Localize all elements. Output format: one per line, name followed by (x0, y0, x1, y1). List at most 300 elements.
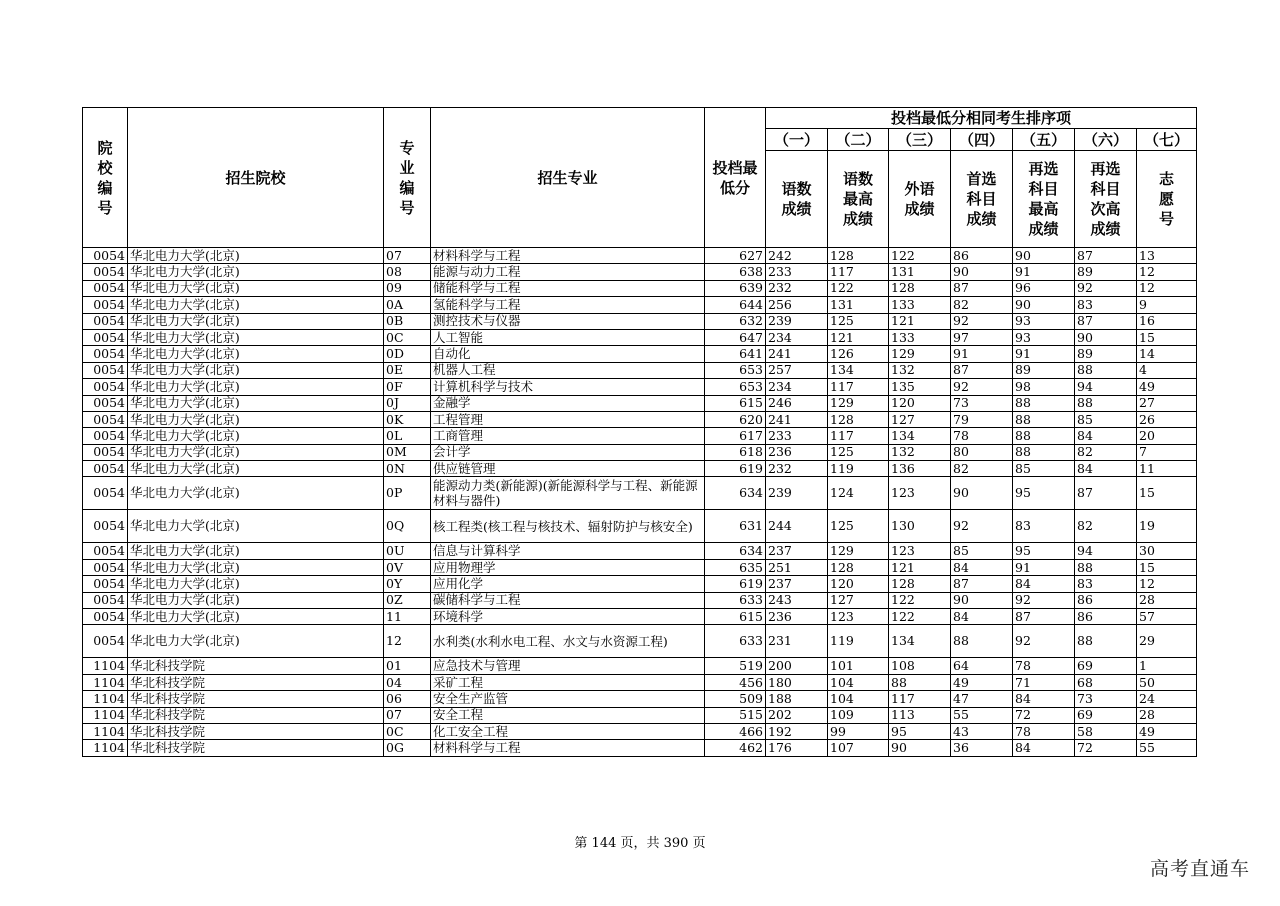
header-major-name: 招生专业 (431, 108, 705, 248)
table-row (83, 477, 1197, 510)
header-order-1: （一） (766, 129, 828, 151)
tiebreak-6-cell: 84 (1075, 461, 1137, 477)
min-score-cell: 647 (705, 329, 766, 345)
tiebreak-7-cell: 29 (1137, 625, 1197, 658)
tiebreak-2-cell: 129 (828, 395, 889, 411)
tiebreak-6-cell: 92 (1075, 280, 1137, 296)
tiebreak-7-cell: 26 (1137, 411, 1197, 427)
tiebreak-1-cell: 257 (766, 362, 828, 378)
tiebreak-5-cell: 95 (1013, 477, 1075, 510)
tiebreak-6-cell: 73 (1075, 691, 1137, 707)
major-name-cell: 能源动力类(新能源)(新能源科学与工程、新能源材料与器件) (431, 477, 705, 510)
tiebreak-6-cell: 89 (1075, 264, 1137, 280)
table-row (83, 264, 1197, 280)
min-score-cell: 462 (705, 740, 766, 756)
tiebreak-7-cell: 9 (1137, 297, 1197, 313)
major-name-cell: 核工程类(核工程与核技术、辐射防护与核安全) (431, 510, 705, 543)
tiebreak-5-cell: 98 (1013, 379, 1075, 395)
tiebreak-7-cell: 15 (1137, 559, 1197, 575)
school-code-cell: 0054 (83, 329, 128, 345)
tiebreak-5-cell: 78 (1013, 723, 1075, 739)
major-code-cell: 0M (384, 444, 431, 460)
major-code-cell: 06 (384, 691, 431, 707)
major-code-cell: 07 (384, 707, 431, 723)
table-row (83, 329, 1197, 345)
school-code-cell: 0054 (83, 395, 128, 411)
tiebreak-6-cell: 72 (1075, 740, 1137, 756)
watermark-logo-text: 高考直通车 (1149, 858, 1250, 880)
tiebreak-2-cell: 125 (828, 510, 889, 543)
major-name-cell: 工商管理 (431, 428, 705, 444)
tiebreak-4-cell: 87 (951, 280, 1013, 296)
table-row (83, 395, 1197, 411)
tiebreak-1-cell: 251 (766, 559, 828, 575)
school-name-cell: 华北电力大学(北京) (128, 362, 384, 378)
school-code-cell: 0054 (83, 510, 128, 543)
tiebreak-2-cell: 119 (828, 461, 889, 477)
school-name-cell: 华北电力大学(北京) (128, 379, 384, 395)
major-name-cell: 材料科学与工程 (431, 740, 705, 756)
tiebreak-1-cell: 239 (766, 477, 828, 510)
school-name-cell: 华北电力大学(北京) (128, 559, 384, 575)
tiebreak-1-cell: 237 (766, 543, 828, 559)
tiebreak-1-cell: 244 (766, 510, 828, 543)
tiebreak-3-cell: 133 (889, 297, 951, 313)
tiebreak-1-cell: 236 (766, 444, 828, 460)
school-name-cell: 华北电力大学(北京) (128, 248, 384, 264)
tiebreak-2-cell: 104 (828, 674, 889, 690)
table-row (83, 280, 1197, 296)
tiebreak-5-cell: 95 (1013, 543, 1075, 559)
tiebreak-6-cell: 68 (1075, 674, 1137, 690)
major-name-cell: 材料科学与工程 (431, 248, 705, 264)
tiebreak-3-cell: 90 (889, 740, 951, 756)
tiebreak-4-cell: 78 (951, 428, 1013, 444)
tiebreak-6-cell: 87 (1075, 313, 1137, 329)
major-name-cell: 化工安全工程 (431, 723, 705, 739)
tiebreak-1-cell: 232 (766, 461, 828, 477)
school-name-cell: 华北科技学院 (128, 674, 384, 690)
school-code-cell: 0054 (83, 379, 128, 395)
tiebreak-6-cell: 86 (1075, 592, 1137, 608)
tiebreak-2-cell: 127 (828, 592, 889, 608)
table-row (83, 248, 1197, 264)
tiebreak-1-cell: 192 (766, 723, 828, 739)
tiebreak-4-cell: 47 (951, 691, 1013, 707)
header-order-4: （四） (951, 129, 1013, 151)
tiebreak-4-cell: 86 (951, 248, 1013, 264)
school-code-cell: 1104 (83, 674, 128, 690)
major-name-cell: 应用化学 (431, 576, 705, 592)
school-name-cell: 华北科技学院 (128, 740, 384, 756)
school-name-cell: 华北电力大学(北京) (128, 625, 384, 658)
tiebreak-3-cell: 122 (889, 609, 951, 625)
tiebreak-3-cell: 129 (889, 346, 951, 362)
tiebreak-6-cell: 87 (1075, 248, 1137, 264)
tiebreak-4-cell: 49 (951, 674, 1013, 690)
tiebreak-6-cell: 85 (1075, 411, 1137, 427)
tiebreak-2-cell: 128 (828, 559, 889, 575)
major-code-cell: 0U (384, 543, 431, 559)
school-code-cell: 0054 (83, 411, 128, 427)
major-name-cell: 信息与计算科学 (431, 543, 705, 559)
school-code-cell: 0054 (83, 362, 128, 378)
tiebreak-6-cell: 84 (1075, 428, 1137, 444)
school-name-cell: 华北电力大学(北京) (128, 543, 384, 559)
tiebreak-6-cell: 90 (1075, 329, 1137, 345)
school-code-cell: 0054 (83, 461, 128, 477)
school-code-cell: 1104 (83, 658, 128, 674)
school-name-cell: 华北电力大学(北京) (128, 444, 384, 460)
min-score-cell: 635 (705, 559, 766, 575)
table-row (83, 543, 1197, 559)
table-row (83, 723, 1197, 739)
min-score-cell: 634 (705, 477, 766, 510)
table-row (83, 658, 1197, 674)
table-row (83, 674, 1197, 690)
tiebreak-6-cell: 69 (1075, 658, 1137, 674)
school-name-cell: 华北电力大学(北京) (128, 428, 384, 444)
tiebreak-1-cell: 233 (766, 264, 828, 280)
min-score-cell: 619 (705, 461, 766, 477)
table-row (83, 576, 1197, 592)
tiebreak-6-cell: 58 (1075, 723, 1137, 739)
tiebreak-3-cell: 128 (889, 576, 951, 592)
tiebreak-1-cell: 231 (766, 625, 828, 658)
tiebreak-5-cell: 90 (1013, 248, 1075, 264)
major-code-cell: 0A (384, 297, 431, 313)
tiebreak-7-cell: 13 (1137, 248, 1197, 264)
major-name-cell: 应用物理学 (431, 559, 705, 575)
tiebreak-4-cell: 80 (951, 444, 1013, 460)
min-score-cell: 509 (705, 691, 766, 707)
tiebreak-1-cell: 237 (766, 576, 828, 592)
tiebreak-1-cell: 232 (766, 280, 828, 296)
major-code-cell: 07 (384, 248, 431, 264)
admission-score-table (82, 107, 1197, 757)
min-score-cell: 632 (705, 313, 766, 329)
header-item-7 (1137, 151, 1197, 248)
tiebreak-7-cell: 27 (1137, 395, 1197, 411)
school-code-cell: 0054 (83, 609, 128, 625)
tiebreak-4-cell: 79 (951, 411, 1013, 427)
min-score-cell: 515 (705, 707, 766, 723)
tiebreak-2-cell: 131 (828, 297, 889, 313)
school-code-cell: 0054 (83, 346, 128, 362)
school-code-cell: 0054 (83, 264, 128, 280)
major-name-cell: 碳储科学与工程 (431, 592, 705, 608)
tiebreak-6-cell: 88 (1075, 559, 1137, 575)
major-code-cell: 0C (384, 329, 431, 345)
school-name-cell: 华北科技学院 (128, 691, 384, 707)
table-row (83, 559, 1197, 575)
tiebreak-1-cell: 241 (766, 411, 828, 427)
tiebreak-1-cell: 234 (766, 329, 828, 345)
major-code-cell: 0P (384, 477, 431, 510)
major-code-cell: 0L (384, 428, 431, 444)
tiebreak-2-cell: 120 (828, 576, 889, 592)
tiebreak-7-cell: 49 (1137, 723, 1197, 739)
table-row (83, 411, 1197, 427)
school-name-cell: 华北电力大学(北京) (128, 264, 384, 280)
tiebreak-1-cell: 200 (766, 658, 828, 674)
school-code-cell: 0054 (83, 576, 128, 592)
tiebreak-7-cell: 28 (1137, 707, 1197, 723)
header-item-label: 再选科目次高成绩 (1090, 160, 1121, 238)
school-name-cell: 华北电力大学(北京) (128, 477, 384, 510)
tiebreak-3-cell: 117 (889, 691, 951, 707)
major-code-cell: 0V (384, 559, 431, 575)
tiebreak-4-cell: 87 (951, 576, 1013, 592)
major-name-cell: 安全工程 (431, 707, 705, 723)
tiebreak-7-cell: 24 (1137, 691, 1197, 707)
major-code-cell: 0Y (384, 576, 431, 592)
tiebreak-7-cell: 15 (1137, 329, 1197, 345)
tiebreak-4-cell: 84 (951, 609, 1013, 625)
tiebreak-3-cell: 131 (889, 264, 951, 280)
tiebreak-5-cell: 84 (1013, 576, 1075, 592)
school-name-cell: 华北电力大学(北京) (128, 346, 384, 362)
header-item-3 (889, 151, 951, 248)
school-name-cell: 华北电力大学(北京) (128, 461, 384, 477)
tiebreak-7-cell: 12 (1137, 280, 1197, 296)
header-order-5: （五） (1013, 129, 1075, 151)
tiebreak-2-cell: 128 (828, 411, 889, 427)
major-code-cell: 12 (384, 625, 431, 658)
school-name-cell: 华北电力大学(北京) (128, 297, 384, 313)
school-name-cell: 华北科技学院 (128, 707, 384, 723)
header-item-6 (1075, 151, 1137, 248)
school-name-cell: 华北科技学院 (128, 723, 384, 739)
school-code-cell: 1104 (83, 691, 128, 707)
tiebreak-3-cell: 121 (889, 313, 951, 329)
school-code-cell: 0054 (83, 559, 128, 575)
school-code-cell: 1104 (83, 740, 128, 756)
tiebreak-7-cell: 14 (1137, 346, 1197, 362)
major-code-cell: 0E (384, 362, 431, 378)
major-name-cell: 金融学 (431, 395, 705, 411)
tiebreak-7-cell: 12 (1137, 576, 1197, 592)
major-name-cell: 能源与动力工程 (431, 264, 705, 280)
tiebreak-3-cell: 133 (889, 329, 951, 345)
tiebreak-2-cell: 117 (828, 379, 889, 395)
tiebreak-6-cell: 88 (1075, 362, 1137, 378)
header-item-4 (951, 151, 1013, 248)
tiebreak-2-cell: 128 (828, 248, 889, 264)
major-name-cell: 会计学 (431, 444, 705, 460)
school-code-cell: 0054 (83, 297, 128, 313)
tiebreak-7-cell: 49 (1137, 379, 1197, 395)
major-code-cell: 0Q (384, 510, 431, 543)
tiebreak-5-cell: 91 (1013, 346, 1075, 362)
header-item-label: 首选科目成绩 (966, 170, 997, 228)
tiebreak-4-cell: 43 (951, 723, 1013, 739)
tiebreak-5-cell: 88 (1013, 444, 1075, 460)
table-row (83, 707, 1197, 723)
tiebreak-5-cell: 90 (1013, 297, 1075, 313)
tiebreak-6-cell: 89 (1075, 346, 1137, 362)
school-name-cell: 华北电力大学(北京) (128, 313, 384, 329)
tiebreak-7-cell: 16 (1137, 313, 1197, 329)
tiebreak-1-cell: 243 (766, 592, 828, 608)
page-number: 第 144 页，共 390 页 (574, 836, 706, 851)
school-name-cell: 华北电力大学(北京) (128, 395, 384, 411)
tiebreak-5-cell: 93 (1013, 313, 1075, 329)
school-name-cell: 华北电力大学(北京) (128, 510, 384, 543)
table-row (83, 691, 1197, 707)
school-name-cell: 华北电力大学(北京) (128, 280, 384, 296)
tiebreak-4-cell: 92 (951, 313, 1013, 329)
major-code-cell: 0K (384, 411, 431, 427)
tiebreak-5-cell: 91 (1013, 559, 1075, 575)
tiebreak-3-cell: 120 (889, 395, 951, 411)
header-major-code: 专业编号 (384, 108, 431, 248)
school-name-cell: 华北电力大学(北京) (128, 411, 384, 427)
tiebreak-6-cell: 88 (1075, 625, 1137, 658)
tiebreak-5-cell: 91 (1013, 264, 1075, 280)
tiebreak-4-cell: 92 (951, 510, 1013, 543)
table-row (83, 297, 1197, 313)
tiebreak-6-cell: 87 (1075, 477, 1137, 510)
header-order-6: （六） (1075, 129, 1137, 151)
tiebreak-3-cell: 123 (889, 543, 951, 559)
tiebreak-6-cell: 94 (1075, 543, 1137, 559)
tiebreak-3-cell: 134 (889, 625, 951, 658)
tiebreak-2-cell: 125 (828, 313, 889, 329)
tiebreak-4-cell: 97 (951, 329, 1013, 345)
min-score-cell: 620 (705, 411, 766, 427)
tiebreak-5-cell: 84 (1013, 691, 1075, 707)
header-order-2: （二） (828, 129, 889, 151)
tiebreak-2-cell: 123 (828, 609, 889, 625)
tiebreak-7-cell: 30 (1137, 543, 1197, 559)
tiebreak-2-cell: 134 (828, 362, 889, 378)
school-code-cell: 0054 (83, 592, 128, 608)
major-name-cell: 应急技术与管理 (431, 658, 705, 674)
tiebreak-5-cell: 92 (1013, 625, 1075, 658)
header-item-label: 志愿号 (1158, 170, 1174, 228)
tiebreak-4-cell: 85 (951, 543, 1013, 559)
major-code-cell: 0G (384, 740, 431, 756)
tiebreak-6-cell: 86 (1075, 609, 1137, 625)
tiebreak-5-cell: 96 (1013, 280, 1075, 296)
min-score-cell: 653 (705, 379, 766, 395)
tiebreak-5-cell: 87 (1013, 609, 1075, 625)
table-row (83, 313, 1197, 329)
table-row (83, 346, 1197, 362)
tiebreak-5-cell: 85 (1013, 461, 1075, 477)
min-score-cell: 631 (705, 510, 766, 543)
tiebreak-6-cell: 82 (1075, 444, 1137, 460)
tiebreak-2-cell: 119 (828, 625, 889, 658)
tiebreak-6-cell: 83 (1075, 297, 1137, 313)
table-header (83, 108, 1197, 248)
tiebreak-5-cell: 84 (1013, 740, 1075, 756)
min-score-cell: 519 (705, 658, 766, 674)
tiebreak-2-cell: 129 (828, 543, 889, 559)
tiebreak-3-cell: 108 (889, 658, 951, 674)
header-tie-break-title: 投档最低分相同考生排序项 (766, 108, 1197, 129)
tiebreak-2-cell: 126 (828, 346, 889, 362)
tiebreak-2-cell: 117 (828, 264, 889, 280)
min-score-cell: 615 (705, 395, 766, 411)
tiebreak-4-cell: 82 (951, 297, 1013, 313)
major-name-cell: 安全生产监管 (431, 691, 705, 707)
tiebreak-5-cell: 88 (1013, 428, 1075, 444)
min-score-cell: 633 (705, 592, 766, 608)
major-code-cell: 0B (384, 313, 431, 329)
tiebreak-3-cell: 132 (889, 444, 951, 460)
school-name-cell: 华北电力大学(北京) (128, 609, 384, 625)
tiebreak-3-cell: 123 (889, 477, 951, 510)
tiebreak-3-cell: 113 (889, 707, 951, 723)
major-name-cell: 机器人工程 (431, 362, 705, 378)
tiebreak-2-cell: 109 (828, 707, 889, 723)
table-row (83, 609, 1197, 625)
major-name-cell: 计算机科学与技术 (431, 379, 705, 395)
min-score-cell: 456 (705, 674, 766, 690)
school-code-cell: 0054 (83, 444, 128, 460)
tiebreak-1-cell: 233 (766, 428, 828, 444)
header-item-2 (828, 151, 889, 248)
tiebreak-7-cell: 57 (1137, 609, 1197, 625)
tiebreak-4-cell: 90 (951, 477, 1013, 510)
min-score-cell: 653 (705, 362, 766, 378)
tiebreak-4-cell: 55 (951, 707, 1013, 723)
tiebreak-1-cell: 246 (766, 395, 828, 411)
header-item-1 (766, 151, 828, 248)
table-row (83, 428, 1197, 444)
major-code-cell: 11 (384, 609, 431, 625)
school-code-cell: 0054 (83, 477, 128, 510)
tiebreak-6-cell: 69 (1075, 707, 1137, 723)
school-name-cell: 华北电力大学(北京) (128, 592, 384, 608)
min-score-cell: 619 (705, 576, 766, 592)
tiebreak-5-cell: 92 (1013, 592, 1075, 608)
tiebreak-1-cell: 234 (766, 379, 828, 395)
tiebreak-1-cell: 236 (766, 609, 828, 625)
tiebreak-4-cell: 90 (951, 264, 1013, 280)
header-item-label: 再选科目最高成绩 (1028, 160, 1059, 238)
header-order-3: （三） (889, 129, 951, 151)
header-item-label: 外语成绩 (904, 180, 935, 218)
tiebreak-2-cell: 125 (828, 444, 889, 460)
tiebreak-5-cell: 72 (1013, 707, 1075, 723)
school-code-cell: 0054 (83, 248, 128, 264)
tiebreak-3-cell: 128 (889, 280, 951, 296)
major-code-cell: 09 (384, 280, 431, 296)
tiebreak-3-cell: 122 (889, 592, 951, 608)
tiebreak-1-cell: 256 (766, 297, 828, 313)
tiebreak-2-cell: 117 (828, 428, 889, 444)
school-code-cell: 0054 (83, 428, 128, 444)
tiebreak-5-cell: 78 (1013, 658, 1075, 674)
school-code-cell: 1104 (83, 723, 128, 739)
tiebreak-5-cell: 88 (1013, 395, 1075, 411)
tiebreak-4-cell: 82 (951, 461, 1013, 477)
school-code-cell: 1104 (83, 707, 128, 723)
table-row (83, 740, 1197, 756)
tiebreak-5-cell: 89 (1013, 362, 1075, 378)
table-row (83, 510, 1197, 543)
min-score-cell: 627 (705, 248, 766, 264)
tiebreak-4-cell: 88 (951, 625, 1013, 658)
table-row (83, 362, 1197, 378)
tiebreak-2-cell: 124 (828, 477, 889, 510)
table-body (83, 248, 1197, 757)
tiebreak-6-cell: 88 (1075, 395, 1137, 411)
major-code-cell: 0D (384, 346, 431, 362)
